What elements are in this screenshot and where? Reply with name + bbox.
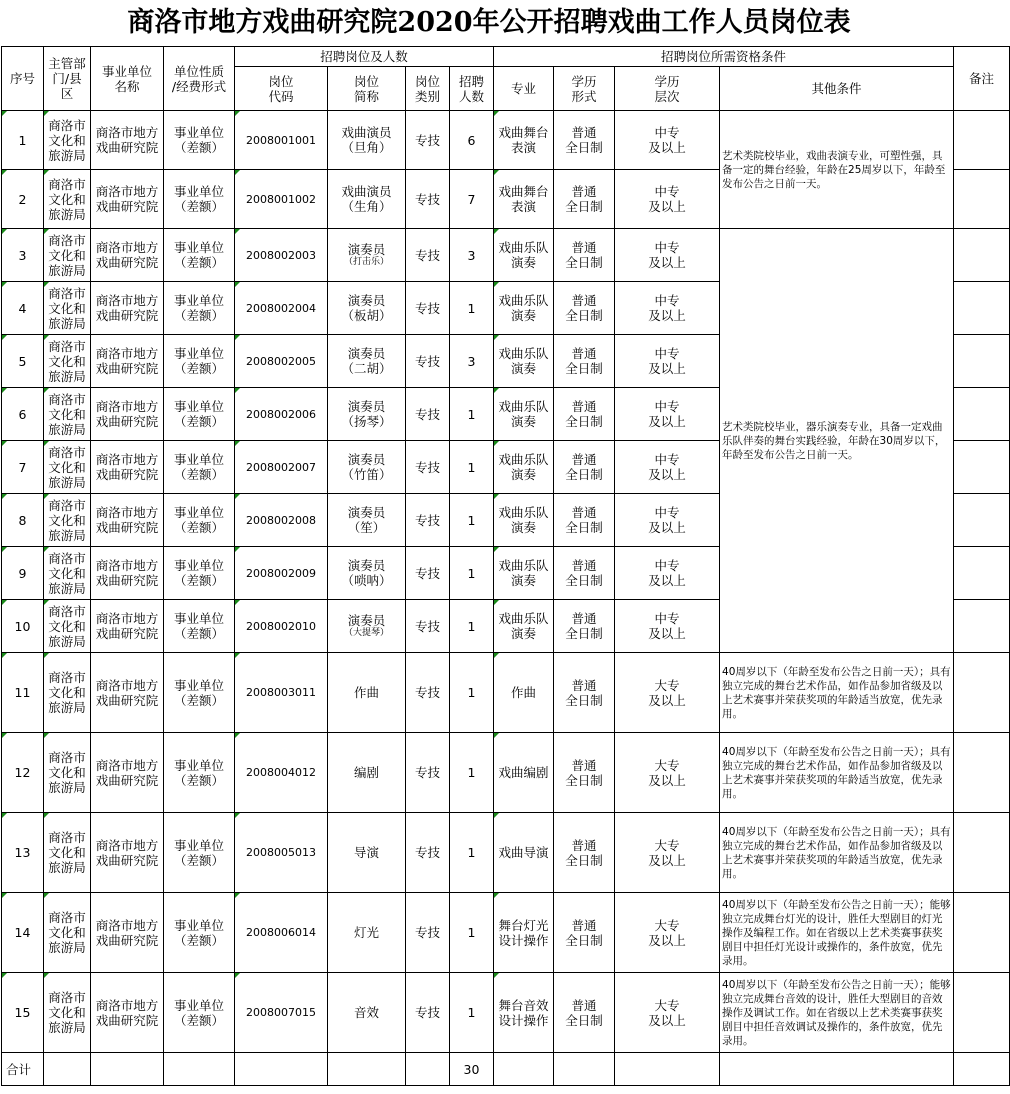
cell-code: 2008002004 <box>235 282 328 335</box>
empty-cell <box>494 1053 554 1086</box>
cell-dept: 商洛市 文化和 旅游局 <box>44 973 91 1053</box>
cell-note <box>954 733 1010 813</box>
cell-note <box>954 111 1010 170</box>
cell-code: 2008007015 <box>235 973 328 1053</box>
header-group-qualifications: 招聘岗位所需资格条件 <box>494 47 954 67</box>
cell-edu-form: 普通 全日制 <box>554 388 615 441</box>
cell-note <box>954 441 1010 494</box>
cell-seq: 7 <box>2 441 44 494</box>
cell-nature: 事业单位 （差额） <box>164 813 235 893</box>
cell-major: 舞台灯光 设计操作 <box>494 893 554 973</box>
cell-seq: 12 <box>2 733 44 813</box>
cell-major: 戏曲舞台 表演 <box>494 170 554 229</box>
cell-other-actors: 艺术类院校毕业，戏曲表演专业，可塑性强，具备一定的舞台经验，年龄在25周岁以下，年龄至发布公告之日前一天。 <box>720 111 954 229</box>
cell-dept: 商洛市 文化和 旅游局 <box>44 335 91 388</box>
table-row <box>2 813 1010 893</box>
cell-seq: 9 <box>2 547 44 600</box>
cell-category: 专技 <box>406 441 450 494</box>
cell-other: 40周岁以下（年龄至发布公告之日前一天）；能够独立完成舞台音效的设计，胜任大型剧目的音效操作及调试工作。如在省级以上艺术类赛事获奖剧目中担任音效调试及操作的，条件放宽，优先录用。 <box>720 973 954 1053</box>
cell-abbr: 演奏员 （笙） <box>328 494 406 547</box>
cell-major: 戏曲乐队 演奏 <box>494 388 554 441</box>
abbr-main: 演奏员 <box>347 613 386 628</box>
cell-unit: 商洛市地方 戏曲研究院 <box>91 388 164 441</box>
empty-cell <box>615 1053 720 1086</box>
cell-dept: 商洛市 文化和 旅游局 <box>44 813 91 893</box>
cell-seq: 5 <box>2 335 44 388</box>
cell-count: 1 <box>450 973 494 1053</box>
cell-count: 1 <box>450 893 494 973</box>
header-category: 岗位 类别 <box>406 67 450 111</box>
header-unit: 事业单位 名称 <box>91 47 164 111</box>
cell-unit: 商洛市地方 戏曲研究院 <box>91 653 164 733</box>
cell-unit: 商洛市地方 戏曲研究院 <box>91 229 164 282</box>
cell-category: 专技 <box>406 111 450 170</box>
cell-nature: 事业单位 （差额） <box>164 494 235 547</box>
header-edu-level: 学历 层次 <box>615 67 720 111</box>
cell-seq: 1 <box>2 111 44 170</box>
abbr-main: 演奏员 <box>347 242 386 257</box>
empty-cell <box>44 1053 91 1086</box>
cell-note <box>954 973 1010 1053</box>
cell-major: 作曲 <box>494 653 554 733</box>
cell-other: 40周岁以下（年龄至发布公告之日前一天）；具有独立完成的舞台艺术作品，如作品参加省级及以上艺术赛事并荣获奖项的年龄适当放宽，优先录用。 <box>720 813 954 893</box>
cell-abbr <box>328 600 406 653</box>
cell-edu-form: 普通 全日制 <box>554 733 615 813</box>
table-row <box>2 893 1010 973</box>
cell-edu-level: 中专 及以上 <box>615 494 720 547</box>
cell-nature: 事业单位 （差额） <box>164 653 235 733</box>
total-count: 30 <box>450 1053 494 1086</box>
cell-edu-level: 中专 及以上 <box>615 335 720 388</box>
table-row <box>2 733 1010 813</box>
cell-note <box>954 813 1010 893</box>
cell-edu-form: 普通 全日制 <box>554 813 615 893</box>
cell-seq: 4 <box>2 282 44 335</box>
cell-seq: 6 <box>2 388 44 441</box>
cell-unit: 商洛市地方 戏曲研究院 <box>91 600 164 653</box>
cell-edu-level: 中专 及以上 <box>615 229 720 282</box>
cell-dept: 商洛市 文化和 旅游局 <box>44 893 91 973</box>
cell-edu-level: 中专 及以上 <box>615 388 720 441</box>
page-title: 商洛市地方戏曲研究院2020年公开招聘戏曲工作人员岗位表 <box>127 7 851 38</box>
empty-cell <box>328 1053 406 1086</box>
cell-note <box>954 282 1010 335</box>
cell-abbr: 戏曲演员 （生角） <box>328 170 406 229</box>
cell-edu-form: 普通 全日制 <box>554 973 615 1053</box>
cell-seq: 13 <box>2 813 44 893</box>
cell-major: 戏曲乐队 演奏 <box>494 335 554 388</box>
cell-category: 专技 <box>406 388 450 441</box>
cell-nature: 事业单位 （差额） <box>164 388 235 441</box>
cell-note <box>954 494 1010 547</box>
cell-other: 40周岁以下（年龄至发布公告之日前一天）；具有独立完成的舞台艺术作品，如作品参加省级及以上艺术赛事并荣获奖项的年龄适当放宽，优先录用。 <box>720 733 954 813</box>
cell-note <box>954 653 1010 733</box>
cell-count: 1 <box>450 282 494 335</box>
cell-unit: 商洛市地方 戏曲研究院 <box>91 282 164 335</box>
cell-edu-level: 大专 及以上 <box>615 653 720 733</box>
header-group-positions: 招聘岗位及人数 <box>235 47 494 67</box>
cell-seq: 14 <box>2 893 44 973</box>
table-row <box>2 973 1010 1053</box>
cell-note <box>954 388 1010 441</box>
cell-abbr: 编剧 <box>328 733 406 813</box>
cell-edu-form: 普通 全日制 <box>554 547 615 600</box>
cell-nature: 事业单位 （差额） <box>164 441 235 494</box>
cell-count: 1 <box>450 388 494 441</box>
cell-edu-form: 普通 全日制 <box>554 170 615 229</box>
table-row <box>2 111 1010 170</box>
cell-abbr: 导演 <box>328 813 406 893</box>
table-row <box>2 229 1010 282</box>
empty-cell <box>91 1053 164 1086</box>
cell-major: 戏曲乐队 演奏 <box>494 229 554 282</box>
cell-nature: 事业单位 （差额） <box>164 335 235 388</box>
cell-edu-form: 普通 全日制 <box>554 111 615 170</box>
cell-unit: 商洛市地方 戏曲研究院 <box>91 335 164 388</box>
cell-dept: 商洛市 文化和 旅游局 <box>44 441 91 494</box>
header-edu-form: 学历 形式 <box>554 67 615 111</box>
header-seq: 序号 <box>2 47 44 111</box>
cell-category: 专技 <box>406 893 450 973</box>
cell-note <box>954 170 1010 229</box>
empty-cell <box>406 1053 450 1086</box>
cell-edu-level: 中专 及以上 <box>615 111 720 170</box>
cell-unit: 商洛市地方 戏曲研究院 <box>91 170 164 229</box>
cell-code: 2008006014 <box>235 893 328 973</box>
header-nature: 单位性质 /经费形式 <box>164 47 235 111</box>
cell-abbr: 作曲 <box>328 653 406 733</box>
cell-unit: 商洛市地方 戏曲研究院 <box>91 111 164 170</box>
header-major: 专业 <box>494 67 554 111</box>
cell-dept: 商洛市 文化和 旅游局 <box>44 111 91 170</box>
empty-cell <box>720 1053 954 1086</box>
header-count: 招聘 人数 <box>450 67 494 111</box>
cell-major: 戏曲乐队 演奏 <box>494 282 554 335</box>
cell-category: 专技 <box>406 973 450 1053</box>
cell-abbr: 音效 <box>328 973 406 1053</box>
cell-seq: 10 <box>2 600 44 653</box>
cell-count: 1 <box>450 733 494 813</box>
cell-count: 1 <box>450 813 494 893</box>
cell-major: 戏曲乐队 演奏 <box>494 494 554 547</box>
total-row <box>2 1053 1010 1086</box>
cell-code: 2008005013 <box>235 813 328 893</box>
cell-count: 6 <box>450 111 494 170</box>
abbr-sub: （打击乐） <box>343 257 389 267</box>
cell-edu-form: 普通 全日制 <box>554 335 615 388</box>
cell-other-musicians: 艺术类院校毕业，器乐演奏专业，具备一定戏曲乐队伴奏的舞台实践经验，年龄在30周岁以下，年龄至发布公告之日前一天。 <box>720 229 954 653</box>
cell-category: 专技 <box>406 282 450 335</box>
cell-abbr: 灯光 <box>328 893 406 973</box>
cell-nature: 事业单位 （差额） <box>164 733 235 813</box>
cell-code: 2008002010 <box>235 600 328 653</box>
empty-cell <box>235 1053 328 1086</box>
cell-edu-form: 普通 全日制 <box>554 441 615 494</box>
cell-unit: 商洛市地方 戏曲研究院 <box>91 441 164 494</box>
cell-abbr: 演奏员 （板胡） <box>328 282 406 335</box>
cell-count: 7 <box>450 170 494 229</box>
cell-edu-form: 普通 全日制 <box>554 282 615 335</box>
cell-major: 戏曲舞台 表演 <box>494 111 554 170</box>
cell-code: 2008002008 <box>235 494 328 547</box>
cell-major: 戏曲乐队 演奏 <box>494 441 554 494</box>
cell-abbr <box>328 229 406 282</box>
cell-unit: 商洛市地方 戏曲研究院 <box>91 813 164 893</box>
cell-nature: 事业单位 （差额） <box>164 893 235 973</box>
cell-category: 专技 <box>406 335 450 388</box>
cell-dept: 商洛市 文化和 旅游局 <box>44 282 91 335</box>
cell-code: 2008002007 <box>235 441 328 494</box>
cell-code: 2008002009 <box>235 547 328 600</box>
cell-code: 2008002005 <box>235 335 328 388</box>
cell-dept: 商洛市 文化和 旅游局 <box>44 388 91 441</box>
cell-dept: 商洛市 文化和 旅游局 <box>44 494 91 547</box>
cell-seq: 3 <box>2 229 44 282</box>
cell-unit: 商洛市地方 戏曲研究院 <box>91 733 164 813</box>
cell-code: 2008001002 <box>235 170 328 229</box>
cell-seq: 2 <box>2 170 44 229</box>
cell-code: 2008002003 <box>235 229 328 282</box>
cell-nature: 事业单位 （差额） <box>164 600 235 653</box>
cell-count: 1 <box>450 653 494 733</box>
cell-abbr: 演奏员 （扬琴） <box>328 388 406 441</box>
cell-category: 专技 <box>406 170 450 229</box>
cell-edu-level: 中专 及以上 <box>615 170 720 229</box>
cell-edu-level: 中专 及以上 <box>615 282 720 335</box>
cell-nature: 事业单位 （差额） <box>164 229 235 282</box>
cell-seq: 8 <box>2 494 44 547</box>
empty-cell <box>164 1053 235 1086</box>
cell-seq: 15 <box>2 973 44 1053</box>
cell-note <box>954 600 1010 653</box>
cell-code: 2008002006 <box>235 388 328 441</box>
cell-abbr: 戏曲演员 （旦角） <box>328 111 406 170</box>
positions-table <box>1 46 1010 1086</box>
cell-category: 专技 <box>406 733 450 813</box>
cell-edu-level: 大专 及以上 <box>615 973 720 1053</box>
cell-major: 戏曲编剧 <box>494 733 554 813</box>
empty-cell <box>554 1053 615 1086</box>
cell-unit: 商洛市地方 戏曲研究院 <box>91 893 164 973</box>
total-label: 合计 <box>2 1053 44 1086</box>
cell-count: 1 <box>450 547 494 600</box>
cell-edu-level: 大专 及以上 <box>615 733 720 813</box>
cell-dept: 商洛市 文化和 旅游局 <box>44 547 91 600</box>
cell-abbr: 演奏员 （二胡） <box>328 335 406 388</box>
cell-note <box>954 547 1010 600</box>
cell-dept: 商洛市 文化和 旅游局 <box>44 170 91 229</box>
cell-other: 40周岁以下（年龄至发布公告之日前一天）；能够独立完成舞台灯光的设计，胜任大型剧目的灯光操作及编程工作。如在省级以上艺术类赛事获奖剧目中担任灯光设计或操作的，条件放宽，优先录用。 <box>720 893 954 973</box>
cell-category: 专技 <box>406 547 450 600</box>
cell-major: 戏曲乐队 演奏 <box>494 600 554 653</box>
cell-abbr: 演奏员 （竹笛） <box>328 441 406 494</box>
cell-major: 舞台音效 设计操作 <box>494 973 554 1053</box>
cell-dept: 商洛市 文化和 旅游局 <box>44 653 91 733</box>
cell-dept: 商洛市 文化和 旅游局 <box>44 229 91 282</box>
cell-category: 专技 <box>406 600 450 653</box>
cell-count: 1 <box>450 494 494 547</box>
cell-edu-form: 普通 全日制 <box>554 893 615 973</box>
cell-dept: 商洛市 文化和 旅游局 <box>44 733 91 813</box>
cell-category: 专技 <box>406 229 450 282</box>
cell-note <box>954 893 1010 973</box>
empty-cell <box>954 1053 1010 1086</box>
table-row <box>2 653 1010 733</box>
cell-nature: 事业单位 （差额） <box>164 973 235 1053</box>
cell-code: 2008001001 <box>235 111 328 170</box>
header-note: 备注 <box>954 47 1010 111</box>
cell-edu-level: 中专 及以上 <box>615 441 720 494</box>
cell-edu-form: 普通 全日制 <box>554 600 615 653</box>
cell-other: 40周岁以下（年龄至发布公告之日前一天）；具有独立完成的舞台艺术作品，如作品参加省级及以上艺术赛事并荣获奖项的年龄适当放宽，优先录用。 <box>720 653 954 733</box>
cell-edu-form: 普通 全日制 <box>554 494 615 547</box>
cell-count: 3 <box>450 335 494 388</box>
cell-abbr: 演奏员 （唢呐） <box>328 547 406 600</box>
cell-category: 专技 <box>406 653 450 733</box>
header-other: 其他条件 <box>720 67 954 111</box>
cell-edu-form: 普通 全日制 <box>554 653 615 733</box>
cell-code: 2008003011 <box>235 653 328 733</box>
cell-edu-level: 中专 及以上 <box>615 600 720 653</box>
cell-nature: 事业单位 （差额） <box>164 111 235 170</box>
cell-unit: 商洛市地方 戏曲研究院 <box>91 973 164 1053</box>
cell-nature: 事业单位 （差额） <box>164 170 235 229</box>
cell-nature: 事业单位 （差额） <box>164 282 235 335</box>
cell-code: 2008004012 <box>235 733 328 813</box>
cell-edu-form: 普通 全日制 <box>554 229 615 282</box>
cell-count: 1 <box>450 600 494 653</box>
cell-category: 专技 <box>406 494 450 547</box>
cell-edu-level: 中专 及以上 <box>615 547 720 600</box>
cell-dept: 商洛市 文化和 旅游局 <box>44 600 91 653</box>
cell-unit: 商洛市地方 戏曲研究院 <box>91 494 164 547</box>
cell-nature: 事业单位 （差额） <box>164 547 235 600</box>
header-dept: 主管部 门/县 区 <box>44 47 91 111</box>
cell-note <box>954 335 1010 388</box>
cell-count: 3 <box>450 229 494 282</box>
cell-major: 戏曲导演 <box>494 813 554 893</box>
abbr-sub: （大提琴） <box>343 628 389 638</box>
cell-note <box>954 229 1010 282</box>
cell-unit: 商洛市地方 戏曲研究院 <box>91 547 164 600</box>
header-abbr: 岗位 简称 <box>328 67 406 111</box>
cell-major: 戏曲乐队 演奏 <box>494 547 554 600</box>
cell-edu-level: 大专 及以上 <box>615 813 720 893</box>
cell-edu-level: 大专 及以上 <box>615 893 720 973</box>
cell-count: 1 <box>450 441 494 494</box>
header-code: 岗位 代码 <box>235 67 328 111</box>
cell-seq: 11 <box>2 653 44 733</box>
cell-category: 专技 <box>406 813 450 893</box>
